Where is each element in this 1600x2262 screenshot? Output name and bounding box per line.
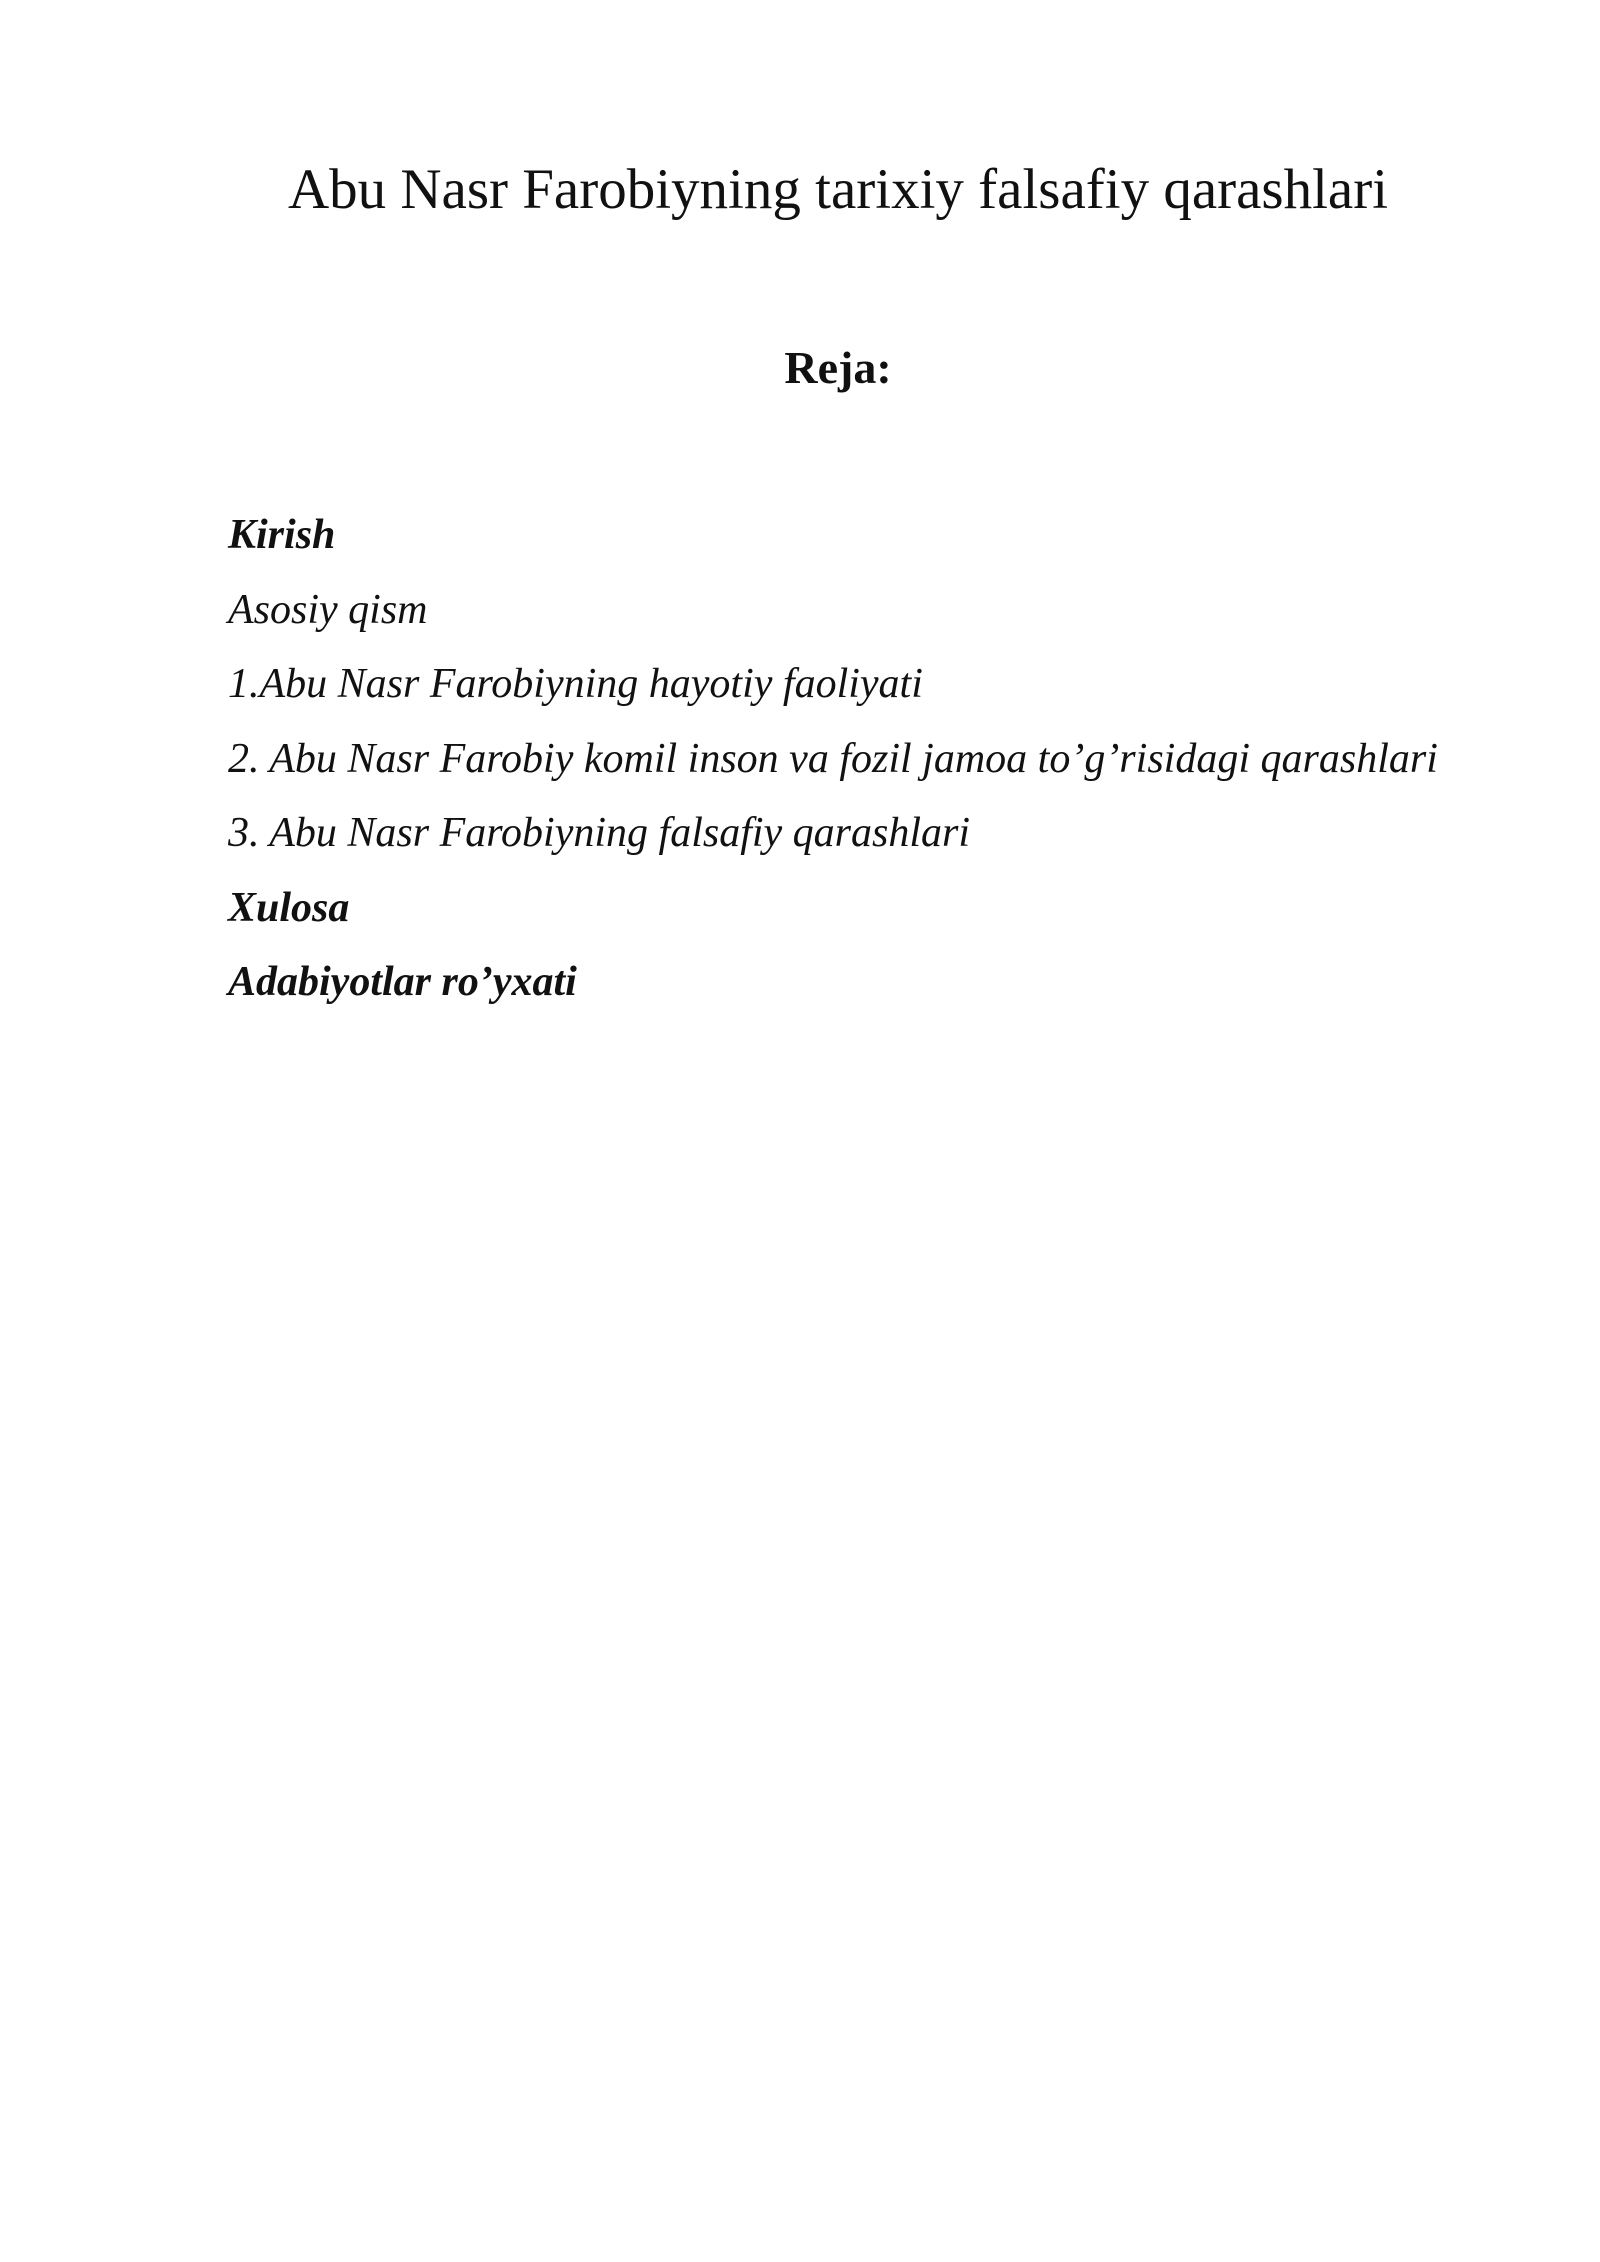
plan-heading: Reja:	[784, 342, 892, 393]
outline-item-references: Adabiyotlar ro’yxati	[228, 959, 577, 1005]
outline-item-conclusion: Xulosa	[228, 884, 350, 931]
plan-outline	[228, 498, 1440, 1020]
outline-item-section-3: 3. Abu Nasr Farobiyning falsafiy qarashlari	[228, 810, 971, 856]
outline-item-section-2: 2. Abu Nasr Farobiy komil inson va fozil jamoa to’g’risidagi qarashlari	[228, 735, 1438, 782]
document-title: Abu Nasr Farobiyning tarixiy falsafiy qarashlari	[287, 158, 1389, 221]
outline-item-section-1: 1.Abu Nasr Farobiyning hayotiy faoliyati	[228, 661, 923, 707]
outline-item-main-part: Asosiy qism	[228, 586, 428, 633]
outline-item-introduction: Kirish	[228, 512, 336, 558]
